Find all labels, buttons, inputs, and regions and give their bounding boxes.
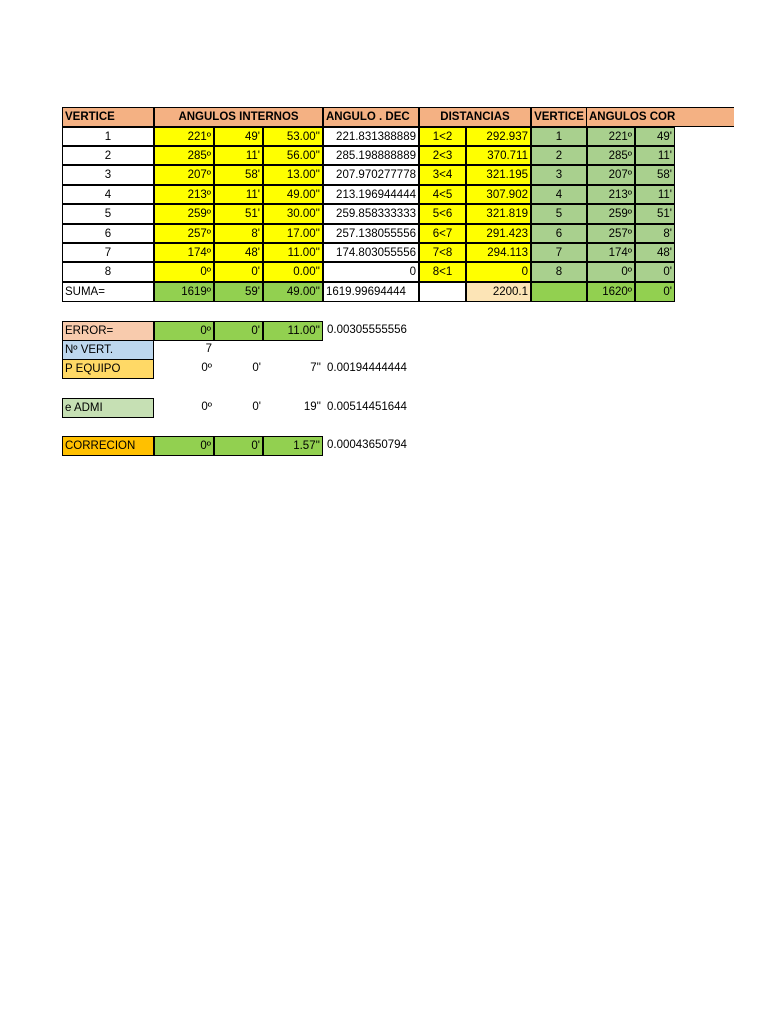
- row-5-degrees[interactable]: 259º: [154, 204, 214, 224]
- row-3-decimal[interactable]: 207.970277778: [323, 165, 419, 185]
- row-3-distance[interactable]: 321.195: [466, 165, 531, 185]
- row-2-seconds[interactable]: 56.00'': [263, 146, 323, 166]
- row-3-segment[interactable]: 3<4: [419, 165, 466, 185]
- eadmi-seconds[interactable]: 19'': [303, 401, 321, 413]
- row-8-decimal[interactable]: 0: [323, 262, 419, 282]
- suma-label[interactable]: SUMA=: [62, 282, 154, 302]
- suma-segment-empty[interactable]: [419, 282, 466, 302]
- row-6-vertice[interactable]: 6: [62, 224, 154, 244]
- header-vertice-2[interactable]: VERTICE: [531, 107, 587, 127]
- pequipo-label[interactable]: P EQUIPO: [62, 359, 154, 379]
- nvert-label[interactable]: Nº VERT.: [62, 340, 154, 360]
- row-2-vertice[interactable]: 2: [62, 146, 154, 166]
- row-2-distance[interactable]: 370.711: [466, 146, 531, 166]
- row-3-minutes[interactable]: 58': [214, 165, 263, 185]
- eadmi-label[interactable]: e ADMI: [62, 398, 154, 418]
- row-4-seconds[interactable]: 49.00'': [263, 185, 323, 205]
- header-angulo-dec[interactable]: ANGULO . DEC: [323, 107, 419, 127]
- suma-vertice-empty[interactable]: [531, 282, 587, 302]
- row-6-decimal[interactable]: 257.138055556: [323, 224, 419, 244]
- row-4-vertice-2[interactable]: 4: [531, 185, 587, 205]
- error-minutes[interactable]: 0': [214, 321, 263, 341]
- suma-seconds[interactable]: 49.00'': [263, 282, 323, 302]
- row-7-distance[interactable]: 294.113: [466, 243, 531, 263]
- row-8-corrected-minutes[interactable]: 0': [635, 262, 675, 282]
- row-7-decimal[interactable]: 174.803055556: [323, 243, 419, 263]
- row-3-corrected-degrees[interactable]: 207º: [587, 165, 635, 185]
- row-6-minutes[interactable]: 8': [214, 224, 263, 244]
- row-3-corrected-minutes[interactable]: 58': [635, 165, 675, 185]
- suma-decimal[interactable]: 1619.99694444: [323, 282, 419, 302]
- row-4-minutes[interactable]: 11': [214, 185, 263, 205]
- row-1-degrees[interactable]: 221º: [154, 127, 214, 147]
- nvert-value[interactable]: 7: [205, 343, 212, 355]
- row-5-segment[interactable]: 5<6: [419, 204, 466, 224]
- row-7-segment[interactable]: 7<8: [419, 243, 466, 263]
- row-4-corrected-degrees[interactable]: 213º: [587, 185, 635, 205]
- row-5-seconds[interactable]: 30.00'': [263, 204, 323, 224]
- row-6-segment[interactable]: 6<7: [419, 224, 466, 244]
- row-5-decimal[interactable]: 259.858333333: [323, 204, 419, 224]
- row-7-seconds[interactable]: 11.00'': [263, 243, 323, 263]
- header-angulos-cor[interactable]: ANGULOS COR: [587, 107, 734, 127]
- row-2-corrected-degrees[interactable]: 285º: [587, 146, 635, 166]
- row-2-corrected-minutes[interactable]: 11': [635, 146, 675, 166]
- row-1-seconds[interactable]: 53.00'': [263, 127, 323, 147]
- header-angulos-internos[interactable]: ANGULOS INTERNOS: [154, 107, 323, 127]
- row-8-segment[interactable]: 8<1: [419, 262, 466, 282]
- suma-corrected-minutes[interactable]: 0': [635, 282, 675, 302]
- correcion-seconds[interactable]: 1.57'': [263, 436, 323, 456]
- row-5-vertice-2[interactable]: 5: [531, 204, 587, 224]
- row-5-minutes[interactable]: 51': [214, 204, 263, 224]
- row-1-vertice[interactable]: 1: [62, 127, 154, 147]
- row-4-decimal[interactable]: 213.196944444: [323, 185, 419, 205]
- row-6-vertice-2[interactable]: 6: [531, 224, 587, 244]
- row-1-segment[interactable]: 1<2: [419, 127, 466, 147]
- row-4-degrees[interactable]: 213º: [154, 185, 214, 205]
- row-8-distance[interactable]: 0: [466, 262, 531, 282]
- row-3-degrees[interactable]: 207º: [154, 165, 214, 185]
- correcion-decimal[interactable]: 0.00043650794: [327, 439, 407, 451]
- row-4-corrected-minutes[interactable]: 11': [635, 185, 675, 205]
- row-3-seconds[interactable]: 13.00'': [263, 165, 323, 185]
- row-1-vertice-2[interactable]: 1: [531, 127, 587, 147]
- header-distancias[interactable]: DISTANCIAS: [419, 107, 531, 127]
- error-decimal[interactable]: 0.00305555556: [327, 324, 407, 336]
- correcion-minutes[interactable]: 0': [214, 436, 263, 456]
- eadmi-degrees[interactable]: 0º: [201, 401, 212, 413]
- row-4-distance[interactable]: 307.902: [466, 185, 531, 205]
- row-8-seconds[interactable]: 0.00'': [263, 262, 323, 282]
- row-8-vertice[interactable]: 8: [62, 262, 154, 282]
- row-6-seconds[interactable]: 17.00'': [263, 224, 323, 244]
- row-1-minutes[interactable]: 49': [214, 127, 263, 147]
- suma-distance[interactable]: 2200.1: [466, 282, 531, 302]
- row-1-corrected-minutes[interactable]: 49': [635, 127, 675, 147]
- row-7-corrected-minutes[interactable]: 48': [635, 243, 675, 263]
- pequipo-seconds[interactable]: 7'': [310, 362, 321, 374]
- eadmi-decimal[interactable]: 0.00514451644: [327, 401, 407, 413]
- row-6-corrected-degrees[interactable]: 257º: [587, 224, 635, 244]
- row-2-minutes[interactable]: 11': [214, 146, 263, 166]
- row-7-degrees[interactable]: 174º: [154, 243, 214, 263]
- correcion-label[interactable]: CORRECION: [62, 436, 154, 456]
- row-2-decimal[interactable]: 285.198888889: [323, 146, 419, 166]
- row-4-vertice[interactable]: 4: [62, 185, 154, 205]
- suma-degrees[interactable]: 1619º: [154, 282, 214, 302]
- row-7-corrected-degrees[interactable]: 174º: [587, 243, 635, 263]
- pequipo-minutes[interactable]: 0': [252, 362, 261, 374]
- pequipo-decimal[interactable]: 0.00194444444: [327, 362, 407, 374]
- row-5-vertice[interactable]: 5: [62, 204, 154, 224]
- error-seconds[interactable]: 11.00'': [263, 321, 323, 341]
- row-2-degrees[interactable]: 285º: [154, 146, 214, 166]
- row-7-vertice-2[interactable]: 7: [531, 243, 587, 263]
- row-3-vertice-2[interactable]: 3: [531, 165, 587, 185]
- header-vertice[interactable]: VERTICE: [62, 107, 154, 127]
- row-5-corrected-degrees[interactable]: 259º: [587, 204, 635, 224]
- correcion-degrees[interactable]: 0º: [154, 436, 214, 456]
- row-1-corrected-degrees[interactable]: 221º: [587, 127, 635, 147]
- suma-corrected-degrees[interactable]: 1620º: [587, 282, 635, 302]
- row-1-decimal[interactable]: 221.831388889: [323, 127, 419, 147]
- row-6-distance[interactable]: 291.423: [466, 224, 531, 244]
- row-8-degrees[interactable]: 0º: [154, 262, 214, 282]
- error-degrees[interactable]: 0º: [154, 321, 214, 341]
- row-4-segment[interactable]: 4<5: [419, 185, 466, 205]
- row-7-vertice[interactable]: 7: [62, 243, 154, 263]
- eadmi-minutes[interactable]: 0': [252, 401, 261, 413]
- row-5-distance[interactable]: 321.819: [466, 204, 531, 224]
- pequipo-degrees[interactable]: 0º: [201, 362, 212, 374]
- row-8-corrected-degrees[interactable]: 0º: [587, 262, 635, 282]
- row-8-minutes[interactable]: 0': [214, 262, 263, 282]
- row-1-distance[interactable]: 292.937: [466, 127, 531, 147]
- row-2-segment[interactable]: 2<3: [419, 146, 466, 166]
- row-6-degrees[interactable]: 257º: [154, 224, 214, 244]
- error-label[interactable]: ERROR=: [62, 321, 154, 341]
- row-3-vertice[interactable]: 3: [62, 165, 154, 185]
- row-5-corrected-minutes[interactable]: 51': [635, 204, 675, 224]
- row-6-corrected-minutes[interactable]: 8': [635, 224, 675, 244]
- row-2-vertice-2[interactable]: 2: [531, 146, 587, 166]
- row-8-vertice-2[interactable]: 8: [531, 262, 587, 282]
- row-7-minutes[interactable]: 48': [214, 243, 263, 263]
- suma-minutes[interactable]: 59': [214, 282, 263, 302]
